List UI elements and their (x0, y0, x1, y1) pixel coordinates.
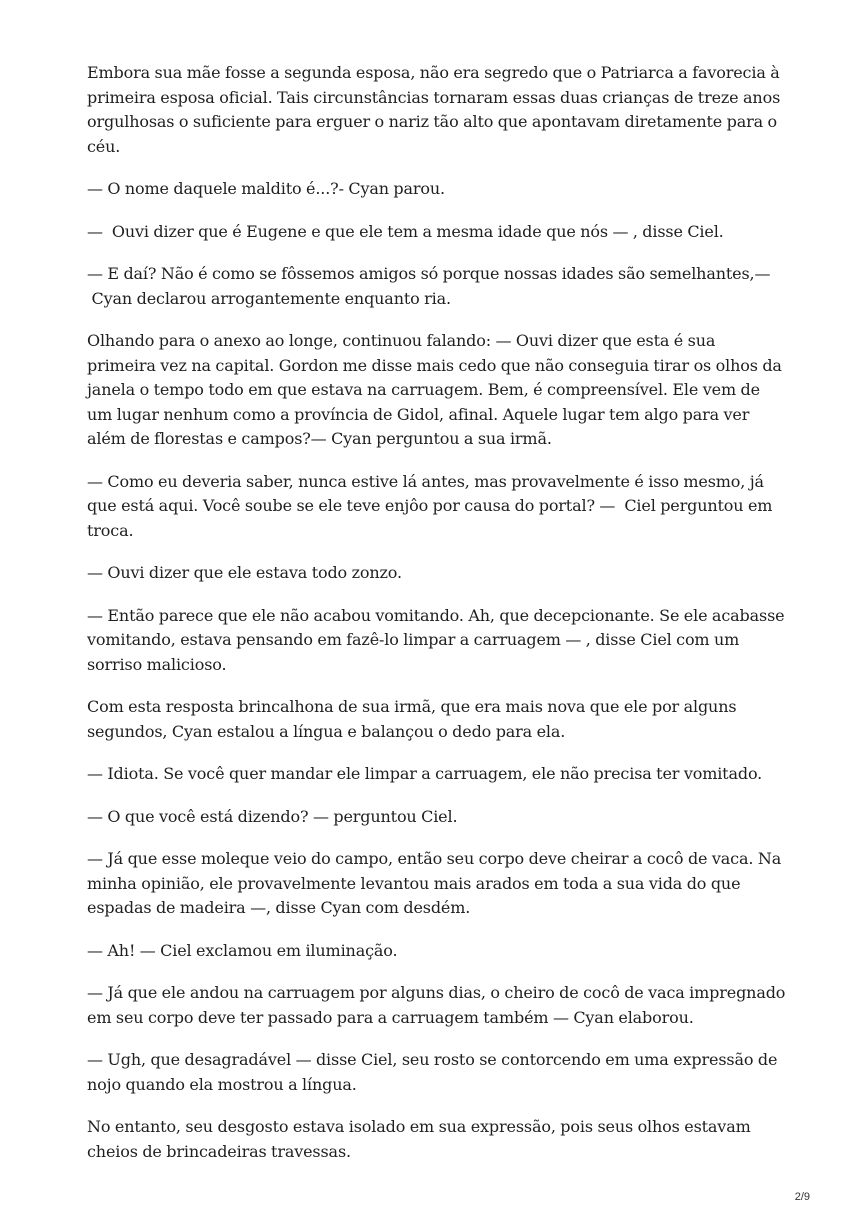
paragraph: — Ouvi dizer que é Eugene e que ele tem a mesma idade que nós — , disse Ciel. (87, 221, 724, 241)
page-body (87, 61, 790, 1182)
paragraph: — O que você está dizendo? — perguntou Ciel. (87, 806, 458, 826)
paragraph: Embora sua mãe fosse a segunda esposa, não era segredo que o Patriarca a favorecia à primeira esposa oficial. Tais circunstâncias tornaram essas duas crianças de treze anos orgulhosas o suficiente para erguer o nariz tão alto que apontavam diretamente para o céu. (87, 63, 785, 156)
paragraph: — Ah! — Ciel exclamou em iluminação. (87, 940, 398, 960)
paragraph: — Como eu deveria saber, nunca estive lá antes, mas provavelmente é isso mesmo, já que está aqui. Você soube se ele teve enjôo por causa do portal? — Ciel perguntou em troca. (87, 471, 777, 540)
page-number: 2/9 (794, 1191, 810, 1203)
paragraph: — Já que esse moleque veio do campo, então seu corpo deve cheirar a cocô de vaca. Na minha opinião, ele provavelmente levantou mais arados em toda a sua vida do que espadas de madeira —, disse Cyan com desdém. (87, 849, 786, 917)
paragraph: — Então parece que ele não acabou vomitando. Ah, que decepcionante. Se ele acabasse vomitando, estava pensando em fazê-lo limpar a carruagem — , disse Ciel com um sorriso malicioso. (87, 605, 789, 674)
paragraph: Olhando para o anexo ao longe, continuou falando: — Ouvi dizer que esta é sua primeira vez na capital. Gordon me disse mais cedo que não conseguia tirar os olhos da janela o tempo todo em que estava na carruagem. Bem, é compreensível. Ele vem de um lugar nenhum como a província de Gidol, afinal. Aquele lugar tem algo para ver além de florestas e campos?— Cyan perguntou a sua irmã. (87, 331, 787, 448)
paragraph: No entanto, seu desgosto estava isolado em sua expressão, pois seus olhos estavam cheios de brincadeiras travessas. (87, 1117, 756, 1161)
paragraph: — Já que ele andou na carruagem por alguns dias, o cheiro de cocô de vaca impregnado em seu corpo deve ter passado para a carruagem também — Cyan elaborou. (87, 983, 790, 1027)
paragraph: — Idiota. Se você quer mandar ele limpar a carruagem, ele não precisa ter vomitado. (87, 764, 763, 783)
paragraph: — Ouvi dizer que ele estava todo zonzo. (87, 563, 402, 582)
paragraph: — E daí? Não é como se fôssemos amigos só porque nossas idades são semelhantes,— Cyan declarou arrogantemente enquanto ria. (87, 264, 771, 308)
paragraph: Com esta resposta brincalhona de sua irmã, que era mais nova que ele por alguns segundos, Cyan estalou a língua e balançou o dedo para ela. (87, 697, 741, 741)
paragraph: — Ugh, que desagradável — disse Ciel, seu rosto se contorcendo em uma expressão de nojo quando ela mostrou a língua. (87, 1050, 782, 1094)
paragraph: — O nome daquele maldito é...?- Cyan parou. (87, 179, 445, 198)
